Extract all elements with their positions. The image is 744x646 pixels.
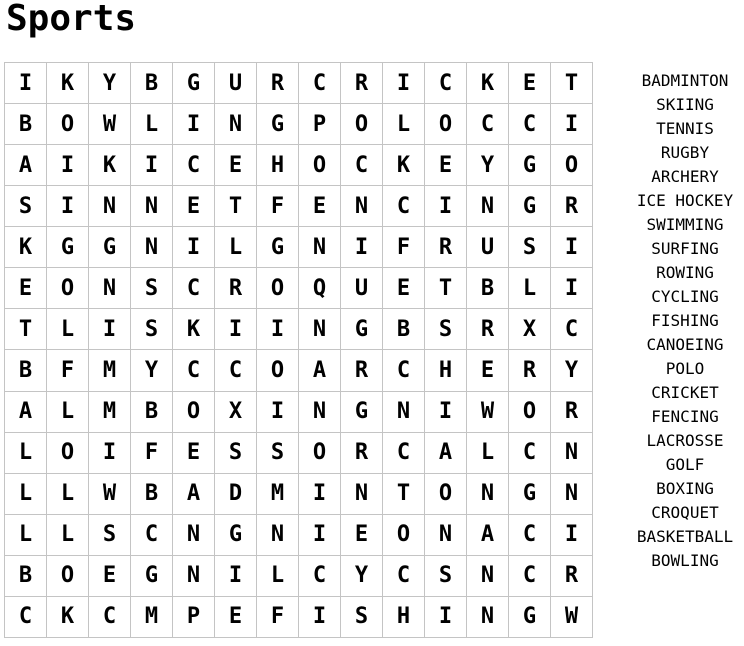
grid-cell[interactable]: H [425,350,467,391]
grid-cell[interactable]: G [89,227,131,268]
grid-row [5,514,593,555]
grid-row [5,350,593,391]
grid-cell[interactable]: A [5,145,47,186]
grid-cell[interactable]: W [467,391,509,432]
grid-cell[interactable]: O [509,391,551,432]
puzzle-title: Sports [6,0,137,39]
grid-cell[interactable]: P [173,596,215,637]
grid-cell[interactable]: L [47,514,89,555]
grid-cell[interactable]: A [467,514,509,555]
grid-cell[interactable]: X [509,309,551,350]
grid-cell[interactable]: I [551,104,593,145]
grid-cell[interactable]: N [131,227,173,268]
grid-cell[interactable]: F [131,432,173,473]
grid-cell[interactable]: I [551,268,593,309]
grid-cell[interactable]: G [509,473,551,514]
grid-cell[interactable]: T [5,309,47,350]
grid-cell[interactable]: O [551,145,593,186]
grid-cell[interactable]: R [551,555,593,596]
grid-cell[interactable]: C [383,186,425,227]
grid-cell[interactable]: O [47,268,89,309]
grid-cell[interactable]: K [5,227,47,268]
grid-cell[interactable]: L [5,473,47,514]
grid-row [5,596,593,637]
grid-cell[interactable]: H [257,145,299,186]
grid-cell[interactable]: N [425,514,467,555]
grid-cell[interactable]: R [215,268,257,309]
grid-cell[interactable]: S [341,596,383,637]
grid-cell[interactable]: C [215,350,257,391]
grid-cell[interactable]: A [299,350,341,391]
word-list [628,69,742,573]
grid-cell[interactable]: I [215,309,257,350]
grid-cell[interactable]: R [257,63,299,104]
grid-cell[interactable]: T [215,186,257,227]
grid-cell[interactable]: N [467,186,509,227]
word-list-item: GOLF [665,455,705,474]
grid-cell[interactable]: L [5,514,47,555]
grid-cell[interactable]: B [5,350,47,391]
word-list-item: FISHING [651,311,719,330]
grid-cell[interactable]: N [341,473,383,514]
grid-cell[interactable]: R [551,391,593,432]
grid-cell[interactable]: I [131,145,173,186]
grid-row [5,391,593,432]
grid-cell[interactable]: L [215,227,257,268]
grid-cell[interactable]: I [425,391,467,432]
grid-cell[interactable]: M [131,596,173,637]
grid-cell[interactable]: O [299,145,341,186]
grid-cell[interactable]: K [47,596,89,637]
grid-cell[interactable]: C [5,596,47,637]
grid-cell[interactable]: N [89,268,131,309]
grid-cell[interactable]: C [173,350,215,391]
grid-cell[interactable]: T [551,63,593,104]
grid-cell[interactable]: A [5,391,47,432]
grid-cell[interactable]: G [509,596,551,637]
grid-cell[interactable]: E [341,514,383,555]
grid-cell[interactable]: E [89,555,131,596]
grid-cell[interactable]: I [173,227,215,268]
grid-cell[interactable]: B [467,268,509,309]
grid-cell[interactable]: R [509,350,551,391]
letter-grid [4,62,593,638]
word-list-item: SURFING [651,239,719,258]
grid-row [5,268,593,309]
grid-cell[interactable]: W [89,473,131,514]
word-list-item: ICE HOCKEY [636,191,734,210]
grid-cell[interactable]: E [173,186,215,227]
grid-cell[interactable]: C [341,145,383,186]
grid-cell[interactable]: S [215,432,257,473]
grid-cell[interactable]: S [257,432,299,473]
grid-cell[interactable]: E [425,145,467,186]
grid-cell[interactable]: R [551,186,593,227]
grid-cell[interactable]: L [47,391,89,432]
grid-cell[interactable]: O [383,514,425,555]
grid-cell[interactable]: F [257,596,299,637]
grid-cell[interactable]: S [131,309,173,350]
grid-cell[interactable]: O [425,473,467,514]
grid-cell[interactable]: C [383,555,425,596]
grid-cell[interactable]: I [425,186,467,227]
grid-cell[interactable]: K [467,63,509,104]
word-list-item: POLO [665,359,705,378]
grid-cell[interactable]: C [89,596,131,637]
word-list-item: BASKETBALL [636,527,734,546]
grid-cell[interactable]: E [467,350,509,391]
grid-cell[interactable]: N [551,473,593,514]
grid-row [5,555,593,596]
grid-cell[interactable]: O [425,104,467,145]
grid-cell[interactable]: I [257,391,299,432]
grid-cell[interactable]: C [299,555,341,596]
grid-cell[interactable]: O [173,391,215,432]
grid-cell[interactable]: E [299,186,341,227]
grid-cell[interactable]: K [173,309,215,350]
grid-cell[interactable]: U [467,227,509,268]
grid-cell[interactable]: C [509,555,551,596]
grid-cell[interactable]: Y [551,350,593,391]
grid-cell[interactable]: G [215,514,257,555]
grid-row [5,309,593,350]
grid-cell[interactable]: B [131,473,173,514]
grid-cell[interactable]: G [47,227,89,268]
grid-cell[interactable]: Y [131,350,173,391]
word-list-item: ARCHERY [651,167,719,186]
grid-cell[interactable]: G [131,555,173,596]
grid-cell[interactable]: O [47,555,89,596]
word-list-item: CRICKET [651,383,719,402]
grid-cell[interactable]: L [47,309,89,350]
grid-cell[interactable]: L [47,473,89,514]
grid-cell[interactable]: T [383,473,425,514]
grid-cell[interactable]: N [383,391,425,432]
grid-cell[interactable]: B [5,555,47,596]
grid-cell[interactable]: C [131,514,173,555]
grid-cell[interactable]: S [509,227,551,268]
grid-cell[interactable]: C [551,309,593,350]
grid-cell[interactable]: G [341,309,383,350]
grid-cell[interactable]: N [341,186,383,227]
word-list-item: CYCLING [651,287,719,306]
grid-row [5,145,593,186]
grid-cell[interactable]: O [299,432,341,473]
grid-cell[interactable]: F [257,186,299,227]
grid-cell[interactable]: S [89,514,131,555]
grid-cell[interactable]: C [299,63,341,104]
grid-cell[interactable]: K [89,145,131,186]
grid-cell[interactable]: N [299,227,341,268]
grid-cell[interactable]: W [551,596,593,637]
grid-cell[interactable]: A [173,473,215,514]
grid-cell[interactable]: L [5,432,47,473]
grid-row [5,432,593,473]
grid-cell[interactable]: N [551,432,593,473]
grid-cell[interactable]: N [467,596,509,637]
grid-cell[interactable]: S [131,268,173,309]
grid-cell[interactable]: L [257,555,299,596]
grid-cell[interactable]: N [299,391,341,432]
grid-cell[interactable]: U [341,268,383,309]
grid-cell[interactable]: N [173,514,215,555]
grid-row [5,104,593,145]
word-list-item: CROQUET [651,503,719,522]
word-list-item: BOXING [656,479,714,498]
grid-cell[interactable]: K [383,145,425,186]
word-list-item: SKIING [656,95,714,114]
grid-cell[interactable]: C [509,432,551,473]
grid-cell[interactable]: B [131,391,173,432]
grid-cell[interactable]: I [341,227,383,268]
grid-cell[interactable]: E [215,596,257,637]
grid-cell[interactable]: E [215,145,257,186]
word-list-item: FENCING [651,407,719,426]
word-list-item: CANOEING [646,335,724,354]
grid-cell[interactable]: C [425,63,467,104]
grid-cell[interactable]: L [131,104,173,145]
grid-cell[interactable]: I [5,63,47,104]
grid-cell[interactable]: D [215,473,257,514]
grid-cell[interactable]: K [47,63,89,104]
grid-cell[interactable]: I [89,432,131,473]
grid-cell[interactable]: I [47,145,89,186]
grid-cell[interactable]: Y [89,63,131,104]
grid-cell[interactable]: E [5,268,47,309]
grid-cell[interactable]: C [383,350,425,391]
word-list-item: BADMINTON [641,71,729,90]
grid-row [5,473,593,514]
word-list-item: RUGBY [660,143,710,162]
grid-cell[interactable]: I [47,186,89,227]
grid-cell[interactable]: R [425,227,467,268]
grid-cell[interactable]: P [299,104,341,145]
grid-cell[interactable]: O [47,432,89,473]
grid-cell[interactable]: O [257,350,299,391]
grid-cell[interactable]: C [467,104,509,145]
grid-cell[interactable]: G [509,186,551,227]
grid-cell[interactable]: N [467,473,509,514]
grid-cell[interactable]: I [551,514,593,555]
grid-cell[interactable]: C [509,514,551,555]
grid-cell[interactable]: A [425,432,467,473]
grid-cell[interactable]: M [89,391,131,432]
grid-cell[interactable]: C [173,268,215,309]
word-list-item: SWIMMING [646,215,724,234]
grid-cell[interactable]: C [383,432,425,473]
grid-cell[interactable]: H [383,596,425,637]
grid-cell[interactable]: B [383,309,425,350]
grid-cell[interactable]: B [131,63,173,104]
grid-cell[interactable]: T [425,268,467,309]
grid-cell[interactable]: Q [299,268,341,309]
grid-cell[interactable]: I [215,555,257,596]
grid-cell[interactable]: Y [467,145,509,186]
grid-cell[interactable]: M [257,473,299,514]
grid-cell[interactable]: C [173,145,215,186]
grid-row [5,63,593,104]
grid-cell[interactable]: G [509,145,551,186]
grid-cell[interactable]: B [5,104,47,145]
grid-cell[interactable]: Y [341,555,383,596]
grid-cell[interactable]: R [341,63,383,104]
grid-cell[interactable]: E [509,63,551,104]
grid-cell[interactable]: N [131,186,173,227]
grid-cell[interactable]: R [341,432,383,473]
grid-cell[interactable]: F [47,350,89,391]
grid-cell[interactable]: G [341,391,383,432]
grid-cell[interactable]: M [89,350,131,391]
grid-cell[interactable]: I [299,514,341,555]
word-list-item: TENNIS [656,119,714,138]
grid-cell[interactable]: O [257,268,299,309]
grid-cell[interactable]: E [173,432,215,473]
grid-cell[interactable]: I [299,473,341,514]
grid-cell[interactable]: N [173,555,215,596]
grid-cell[interactable]: N [89,186,131,227]
grid-cell[interactable]: L [383,104,425,145]
word-list-item: ROWING [656,263,714,282]
grid-cell[interactable]: U [215,63,257,104]
grid-cell[interactable]: F [383,227,425,268]
grid-cell[interactable]: N [467,555,509,596]
grid-cell[interactable]: I [425,596,467,637]
grid-cell[interactable]: N [215,104,257,145]
word-list-item: LACROSSE [646,431,724,450]
grid-cell[interactable]: I [299,596,341,637]
grid-cell[interactable]: G [257,227,299,268]
grid-row [5,186,593,227]
grid-cell[interactable]: W [89,104,131,145]
grid-cell[interactable]: R [467,309,509,350]
grid-cell[interactable]: N [257,514,299,555]
grid-cell[interactable]: X [215,391,257,432]
grid-row [5,227,593,268]
grid-cell[interactable]: I [383,63,425,104]
grid-cell[interactable]: L [509,268,551,309]
grid-cell[interactable]: I [89,309,131,350]
grid-cell[interactable]: O [341,104,383,145]
grid-cell[interactable]: N [299,309,341,350]
grid-cell[interactable]: S [425,555,467,596]
grid-cell[interactable]: I [257,309,299,350]
word-list-item: BOWLING [651,551,719,570]
grid-cell[interactable]: S [5,186,47,227]
grid-cell[interactable]: G [257,104,299,145]
grid-cell[interactable]: C [509,104,551,145]
grid-cell[interactable]: O [47,104,89,145]
grid-cell[interactable]: L [467,432,509,473]
grid-cell[interactable]: R [341,350,383,391]
grid-cell[interactable]: G [173,63,215,104]
grid-cell[interactable]: I [173,104,215,145]
grid-cell[interactable]: E [383,268,425,309]
grid-cell[interactable]: S [425,309,467,350]
grid-cell[interactable]: I [551,227,593,268]
